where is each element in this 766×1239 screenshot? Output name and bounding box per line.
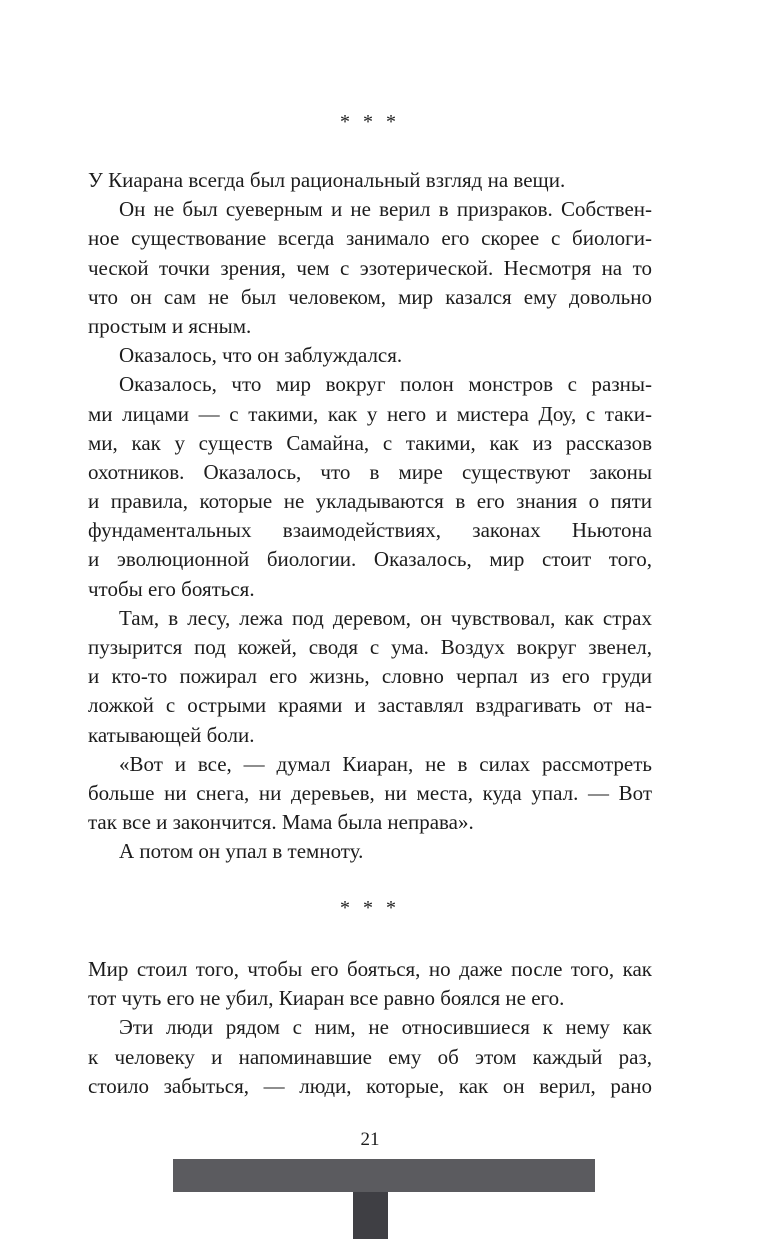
- section-separator: * * *: [340, 111, 400, 133]
- text-line: простым и ясным.: [88, 313, 252, 338]
- text-line: к человеку и напоминавшие ему об этом каждый раз,: [88, 1044, 652, 1069]
- footer-tab: [353, 1192, 388, 1239]
- book-page: [88, 0, 652, 1239]
- text-line: охотников. Оказалось, что в мире существуют законы: [88, 459, 652, 484]
- text-block-1: [88, 166, 652, 867]
- text-block-2: [88, 955, 652, 1101]
- text-line: тот чуть его не убил, Киаран все равно боялся не его.: [88, 986, 565, 1011]
- text-line: ческой точки зрения, чем с эзотерической. Несмотря на то: [88, 255, 652, 280]
- text-line: и эволюционной биологии. Оказалось, мир стоит того,: [88, 547, 652, 572]
- page-number: 21: [360, 1129, 380, 1150]
- text-line: ми, как у существ Самайна, с такими, как из рассказов: [88, 430, 652, 455]
- text-line: «Вот и все, — думал Киаран, не в силах рассмотреть: [119, 751, 652, 776]
- text-line: так все и закончится. Мама была неправа».: [88, 810, 474, 835]
- footer-bar: [173, 1159, 595, 1192]
- text-line: Он не был суеверным и не верил в призраков. Собствен-: [119, 197, 652, 222]
- text-line: Мир стоил того, чтобы его бояться, но даже после того, как: [88, 957, 652, 981]
- text-line: Оказалось, что мир вокруг полон монстров с разны-: [119, 372, 652, 397]
- section-separator: * * *: [340, 897, 400, 919]
- text-line: ложкой с острыми краями и заставлял вздрагивать от на-: [88, 693, 652, 718]
- text-line: Там, в лесу, лежа под деревом, он чувствовал, как страх: [119, 605, 652, 630]
- text-line: Оказалось, что он заблуждался.: [119, 343, 403, 368]
- text-line: что он сам не был человеком, мир казался ему довольно: [88, 284, 652, 309]
- text-line: ное существование всегда занимало его скорее с биологи-: [88, 226, 652, 251]
- text-line: больше ни снега, ни деревьев, ни места, куда упал. — Вот: [88, 780, 652, 805]
- text-line: стоило забыться, — люди, которые, как он верил, рано: [88, 1073, 652, 1098]
- text-line: и правила, которые не укладываются в его знания о пяти: [88, 489, 652, 514]
- text-line: катывающей боли.: [88, 722, 255, 747]
- text-line: У Киарана всегда был рациональный взгляд на вещи.: [88, 168, 566, 192]
- text-line: Эти люди рядом с ним, не относившиеся к нему как: [119, 1015, 652, 1040]
- text-line: фундаментальных взаимодействиях, законах Ньютона: [88, 518, 652, 543]
- text-line: пузырится под кожей, сводя с ума. Воздух вокруг звенел,: [88, 635, 652, 659]
- text-line: и кто-то пожирал его жизнь, словно черпал из его груди: [88, 664, 652, 689]
- text-line: ми лицами — с такими, как у него и мистера Доу, с таки-: [88, 401, 652, 426]
- text-line: А потом он упал в темноту.: [119, 839, 364, 864]
- text-line: чтобы его бояться.: [88, 576, 255, 601]
